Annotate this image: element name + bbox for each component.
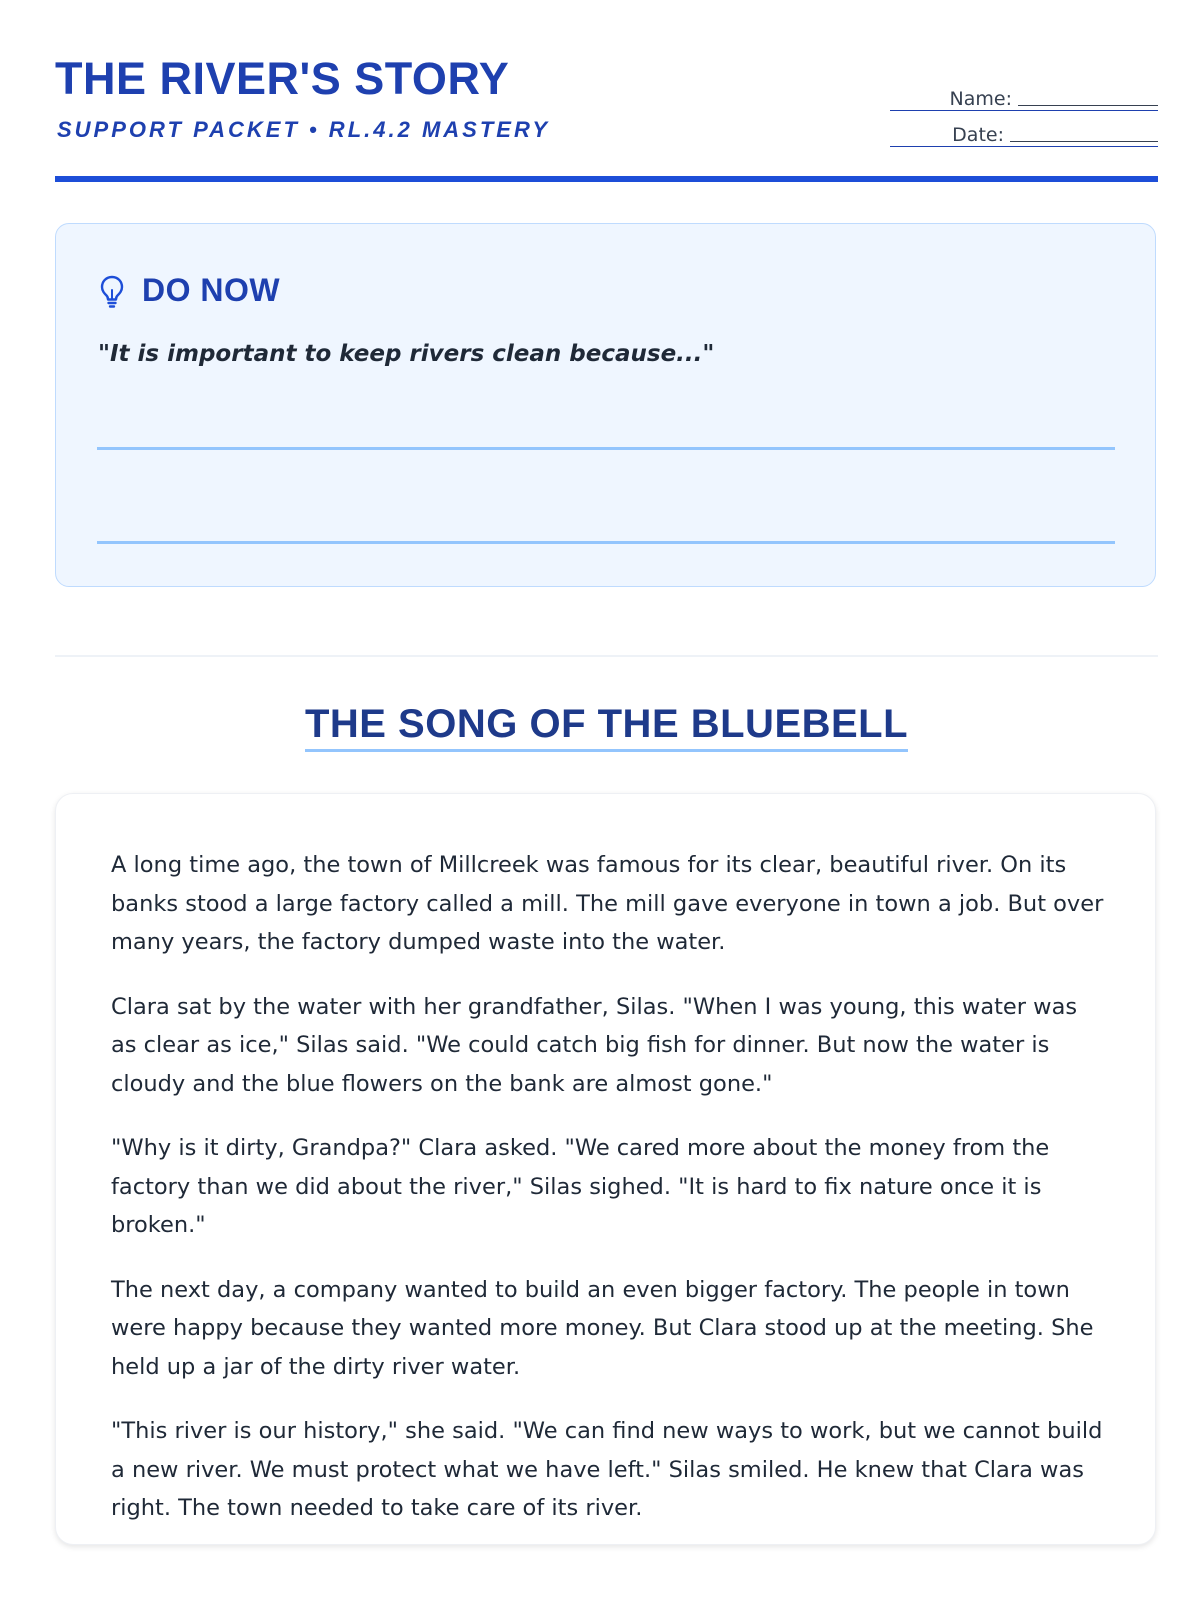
story-paragraph: The next day, a company wanted to build an even bigger factory. The people in town were happy because they wanted more money. But Clara stood up at the meeting. She held up a jar of the dirty river water. [111,1276,1094,1380]
section-divider [55,655,1158,657]
worksheet-page [55,0,1158,1521]
name-field[interactable] [890,84,1158,111]
story-paragraph: A long time ago, the town of Millcreek was famous for its clear, beautiful river. On its banks stood a large factory called a mill. The mill gave everyone in town a job. But over many years, the factory dumped waste into the water. [111,852,1104,955]
do-now-heading [98,272,280,309]
story-title-wrap [55,703,1158,752]
story-paragraph: "This river is our history," she said. "We can find new ways to work, but we cannot build a new river. We must protect what we have left." Silas smiled. He knew that Clara was right. The town needed to take care of its river. [111,1418,1103,1521]
do-now-panel [55,223,1156,587]
date-field[interactable] [890,120,1158,147]
date-blank[interactable] [1010,141,1158,142]
header-divider [55,176,1158,182]
packet-title: THE RIVER'S STORY [55,53,510,104]
story-paragraph: Clara sat by the water with her grandfather, Silas. "When I was young, this water was as clear as ice," Silas said. "We could catch big fish for dinner. But now the water is cloudy and the blue flowers on the bank are almost gone." [111,993,1078,1097]
do-now-prompt: "It is important to keep rivers clean because..." [98,341,715,367]
story-paragraph: "Why is it dirty, Grandpa?" Clara asked. "We cared more about the money from the factory than we did about the river," Silas sighed. "It is hard to fix nature once it is broken." [111,1135,1050,1238]
name-blank[interactable] [1018,105,1158,106]
packet-subtitle: SUPPORT PACKET • RL.4.2 MASTERY [57,117,551,142]
story-title: THE SONG OF THE BLUEBELL [305,703,908,752]
student-info [890,84,1158,156]
answer-line[interactable] [97,447,1115,450]
answer-line[interactable] [97,541,1115,544]
lightbulb-icon [98,274,126,308]
date-label: Date: [952,124,1004,146]
worksheet-header [55,0,1158,183]
story-card [55,793,1156,1545]
name-label: Name: [949,88,1012,110]
do-now-title: DO NOW [142,272,281,308]
